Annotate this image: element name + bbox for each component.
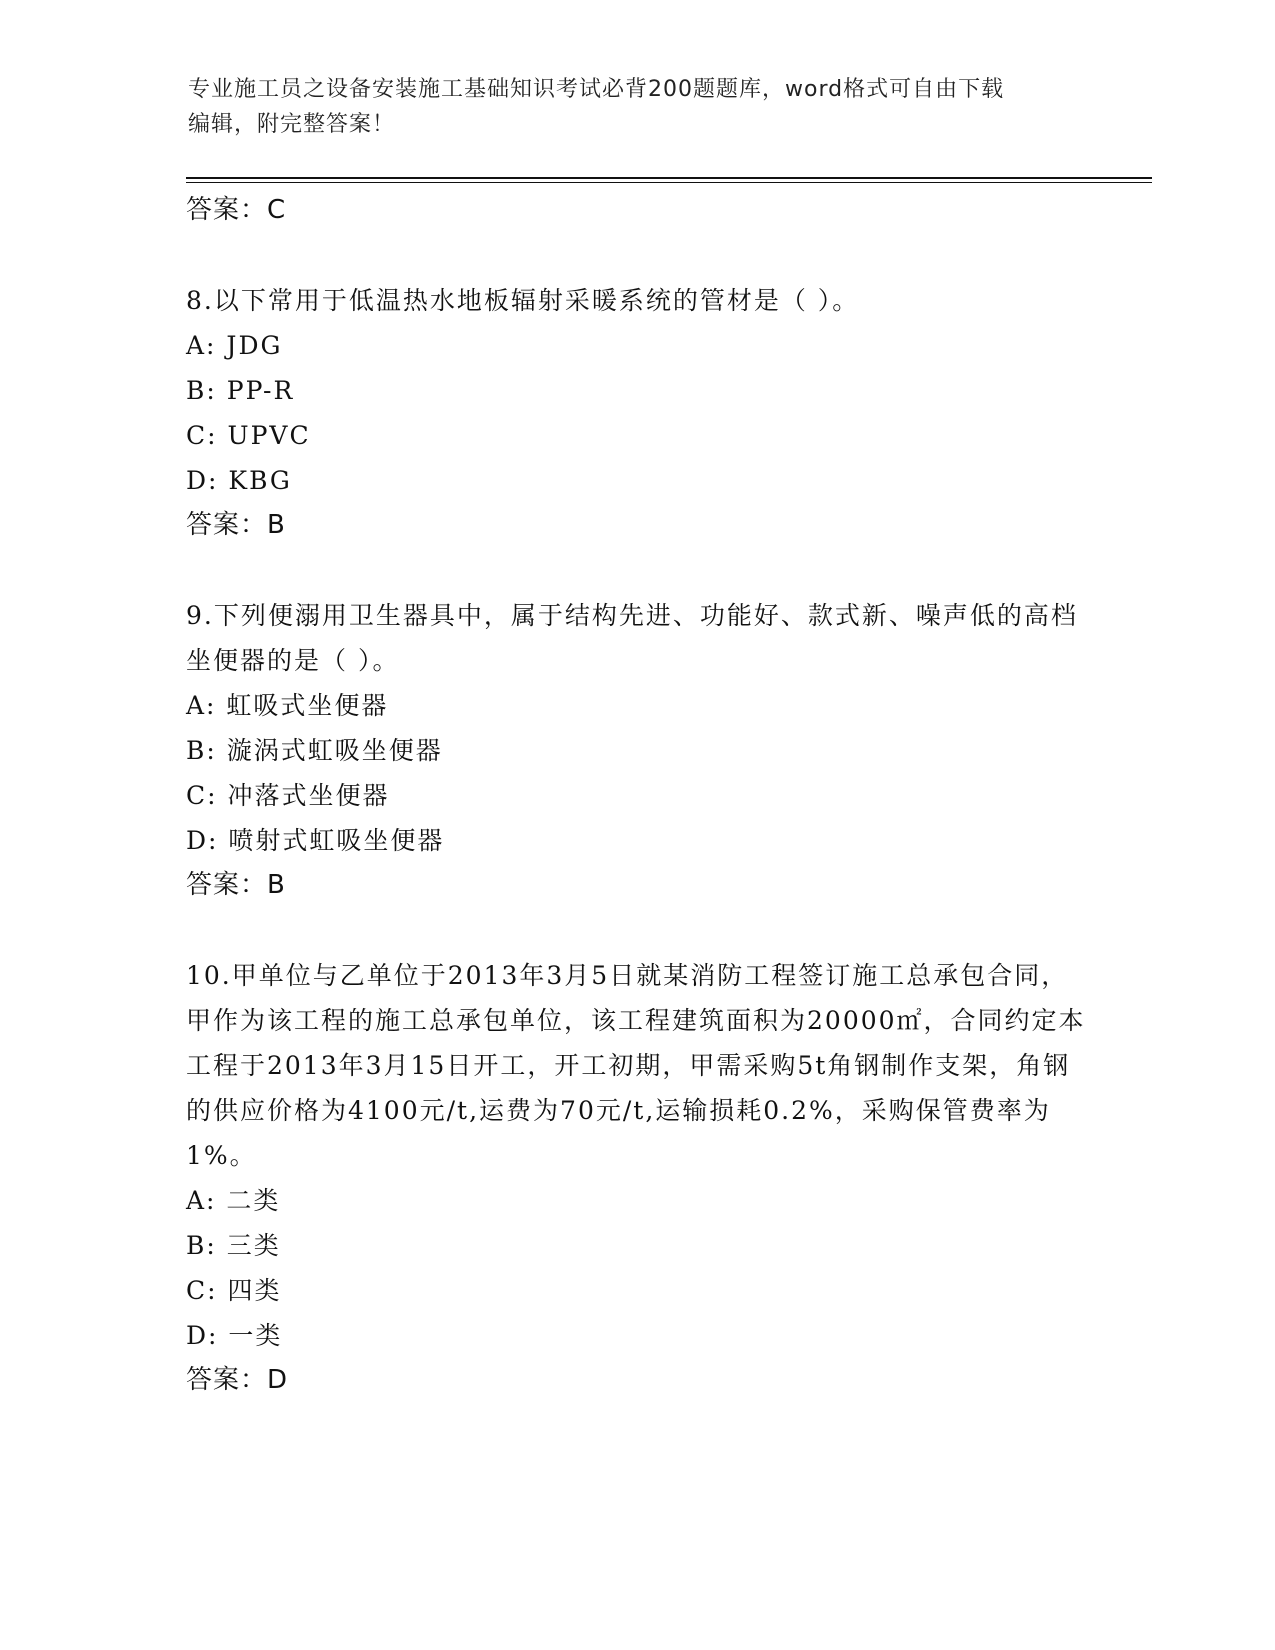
- question-block: [186, 593, 1086, 908]
- option-d: D: 一类: [186, 1321, 283, 1350]
- header-divider-thin: [186, 182, 1152, 183]
- question-stem: 10.甲单位与乙单位于2013年3月5日就某消防工程签订施工总承包合同，甲作为该工程的施工总承包单位，该工程建筑面积为20000㎡，合同约定本工程于2013年3月15日开工，开工初期，甲需采购5t角钢制作支架，角钢的供应价格为4100元/t,运费为70元/t,运输损耗0.2%，采购保管费率为1%。: [186, 961, 1086, 1170]
- answer-line: 答案：B: [186, 510, 286, 540]
- header-title-line2: 编辑，附完整答案！: [188, 112, 396, 137]
- answer-line: 答案：B: [186, 870, 286, 900]
- header-divider-thick: [186, 177, 1152, 179]
- option-a: A: 虹吸式坐便器: [186, 691, 389, 720]
- header-title-line1: 专业施工员之设备安装施工基础知识考试必背200题题库，word格式可自由下载: [188, 77, 1005, 102]
- option-c: C: UPVC: [186, 421, 311, 450]
- option-d: D: KBG: [186, 466, 292, 495]
- document-body: [186, 188, 1086, 1403]
- option-a: A: JDG: [186, 331, 283, 360]
- answer-line: 答案：D: [186, 1365, 289, 1395]
- option-b: B: 三类: [186, 1231, 281, 1260]
- page-header: [188, 72, 1068, 142]
- question-stem: 9.下列便溺用卫生器具中，属于结构先进、功能好、款式新、噪声低的高档坐便器的是（ ）。: [186, 601, 1078, 675]
- option-b: B: PP-R: [186, 376, 295, 405]
- option-d: D: 喷射式虹吸坐便器: [186, 826, 445, 855]
- option-c: C: 四类: [186, 1276, 282, 1305]
- question-stem: 8.以下常用于低温热水地板辐射采暖系统的管材是（ ）。: [186, 286, 860, 315]
- question-block: [186, 278, 1086, 548]
- previous-answer: 答案：C: [186, 195, 287, 225]
- question-block: [186, 953, 1086, 1403]
- option-c: C: 冲落式坐便器: [186, 781, 390, 810]
- option-b: B: 漩涡式虹吸坐便器: [186, 736, 443, 765]
- option-a: A: 二类: [186, 1186, 281, 1215]
